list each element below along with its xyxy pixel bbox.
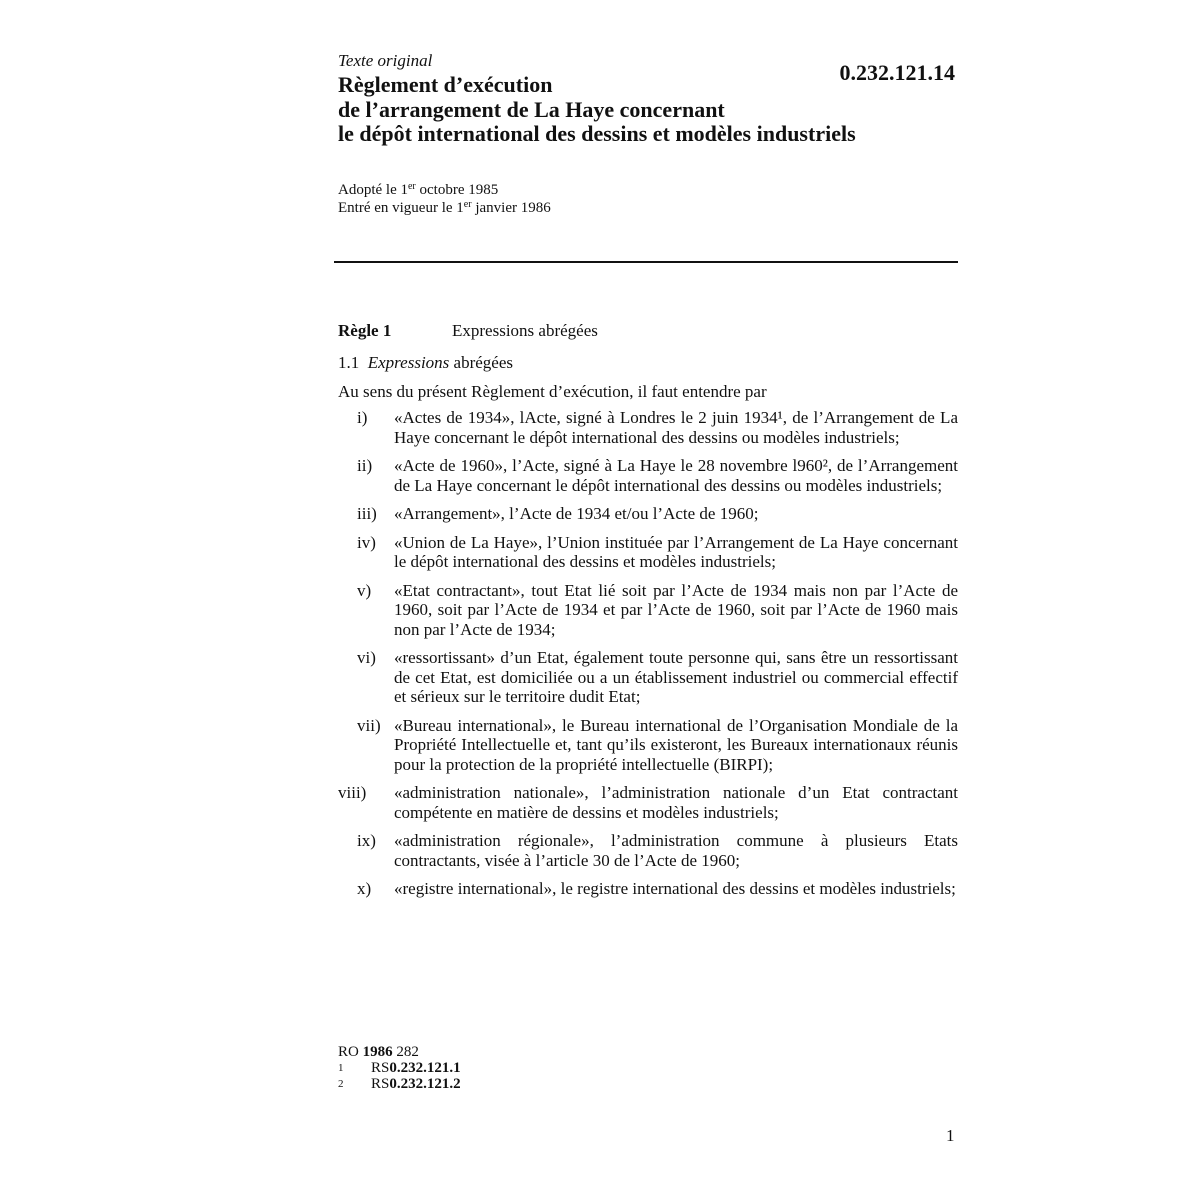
definition-label: ii) xyxy=(357,456,373,475)
definition-item xyxy=(338,879,958,899)
footnote-number: 1 xyxy=(338,1062,344,1074)
original-text-label: Texte original xyxy=(338,51,433,70)
definition-label: vi) xyxy=(357,648,376,667)
footnote: 1 RS 0.232.121.1 xyxy=(338,1060,461,1076)
footnote-ref: 0.232.121.2 xyxy=(389,1076,461,1092)
definition-item xyxy=(338,408,958,447)
definition-label: vii) xyxy=(357,715,381,735)
definition-text: «Acte de 1960», l’Acte, signé à La Haye le 28 novembre l960², de l’Arrangement de La Haye concernant le dépôt international des dessins ou modèles industriels; xyxy=(394,456,958,495)
definition-label: i) xyxy=(357,408,368,427)
definition-item xyxy=(338,783,958,822)
rule-title: Expressions abrégées xyxy=(452,321,598,340)
definition-item xyxy=(338,581,958,640)
section-title-rest: abrégées xyxy=(449,353,513,372)
intro-sentence: Au sens du présent Règlement d’exécution, il faut entendre par xyxy=(338,382,767,401)
definition-item xyxy=(338,533,958,572)
definition-label: iv) xyxy=(357,532,376,552)
section-heading xyxy=(338,352,513,373)
definition-text: «ressortissant» d’un Etat, également toute personne qui, sans être un ressortissant de cet Etat, est domiciliée ou a un établissement industriel ou commercial effectif et sérieux sur le territoire dudit Etat; xyxy=(394,648,958,706)
definition-text: «Etat contractant», tout Etat lié soit par l’Acte de 1934 mais non par l’Acte de 1960, soit par l’Acte de 1934 et par l’Acte de 1960, soit par l’Acte de 1960 mais non par l’Acte de 1934; xyxy=(394,580,958,639)
definition-text: «Actes de 1934», lActe, signé à Londres le 2 juin 1934¹, de l’Arrangement de La Haye concernant le dépôt international des dessins ou modèles industriels; xyxy=(394,408,958,447)
definition-label: v) xyxy=(357,580,372,600)
definition-label: x) xyxy=(357,879,372,898)
definition-label: iii) xyxy=(357,504,377,523)
definitions-list xyxy=(338,408,958,908)
definition-label: viii) xyxy=(338,783,367,802)
adoption-dates xyxy=(338,181,551,217)
section-number: 1.1 xyxy=(338,353,360,372)
definition-item xyxy=(338,648,958,707)
definition-text: «registre international», le registre international des dessins et modèles industriels; xyxy=(394,879,956,898)
footnotes xyxy=(338,1044,461,1092)
definition-text: «administration régionale», l’administration commune à plusieurs Etats contractants, visée à l’article 30 de l’Acte de 1960; xyxy=(394,831,958,870)
document-title xyxy=(338,73,938,147)
title-line: le dépôt international des dessins et modèles industriels xyxy=(338,121,856,146)
footnote-number: 2 xyxy=(338,1078,344,1090)
rule-number: Règle 1 xyxy=(338,321,392,340)
ro-reference: RO 1986 282 xyxy=(338,1044,419,1060)
rule-heading xyxy=(338,320,598,341)
definition-item xyxy=(338,504,958,524)
title-line: de l’arrangement de La Haye concernant xyxy=(338,96,725,122)
definition-item xyxy=(338,831,958,870)
page-number: 1 xyxy=(946,1126,955,1145)
definition-text: «Bureau international», le Bureau international de l’Organisation Mondiale de la Propriété Intellectuelle et, tant qu’ils existeront, les Bureaux internationaux réunis pour la protection de la propriété intellectuelle (BIRPI); xyxy=(394,715,958,774)
definition-text: «Union de La Haye», l’Union instituée par l’Arrangement de La Haye concernant le dépôt international des dessins et modèles industriels; xyxy=(394,532,958,571)
document-number: 0.232.121.14 xyxy=(839,60,955,85)
definition-item xyxy=(338,456,958,495)
section-title-italic: Expressions xyxy=(367,353,450,372)
entry-into-force-date: Entré en vigueur le 1er janvier 1986 xyxy=(338,199,551,216)
definition-item xyxy=(338,716,958,775)
definition-label: ix) xyxy=(357,831,376,850)
adopted-date: Adopté le 1er octobre 1985 xyxy=(338,181,499,198)
footnote: 2 RS 0.232.121.2 xyxy=(338,1076,461,1092)
header-divider xyxy=(334,261,958,263)
definition-text: «Arrangement», l’Acte de 1934 et/ou l’Acte de 1960; xyxy=(394,504,759,523)
footnote-ref: 0.232.121.1 xyxy=(389,1060,461,1076)
title-line: Règlement d’exécution xyxy=(338,72,553,97)
definition-text: «administration nationale», l’administration nationale d’un Etat contractant compétente en matière de dessins et modèles industriels; xyxy=(394,783,958,822)
